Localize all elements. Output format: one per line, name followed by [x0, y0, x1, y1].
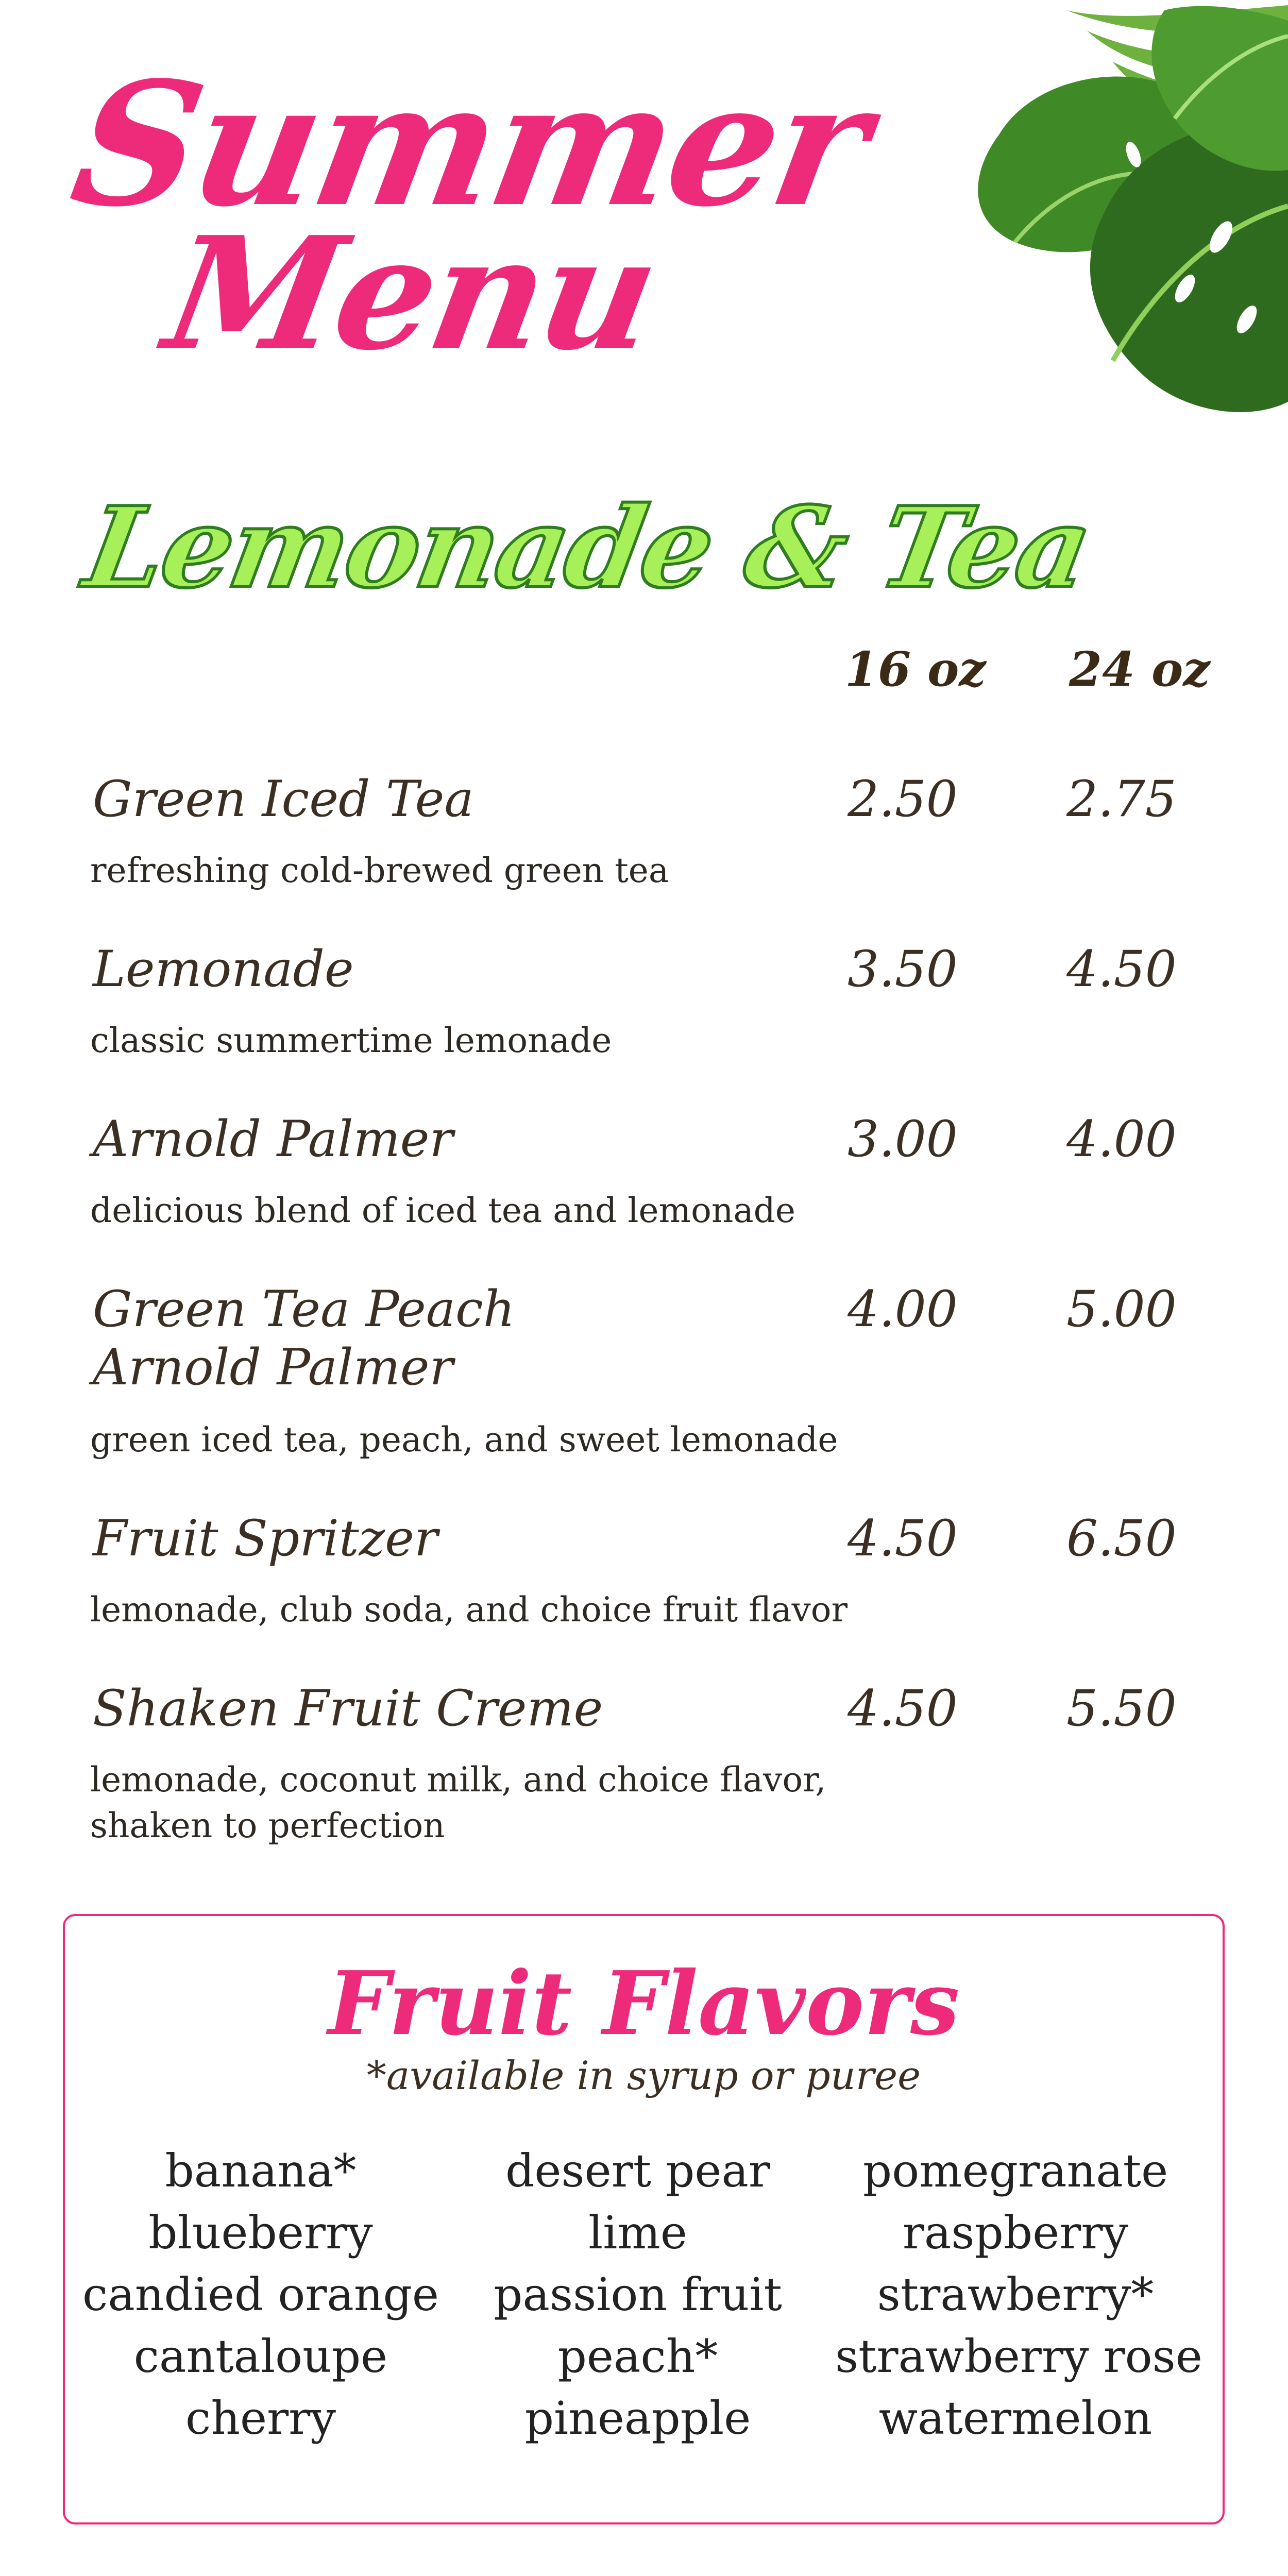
- flavor-item: passion fruit: [494, 2268, 782, 2321]
- flavor-item: desert pear: [505, 2144, 770, 2197]
- flavor-column: [80, 2140, 441, 2449]
- item-price-16oz: 4.50: [848, 1680, 958, 1737]
- item-price-16oz: 4.00: [848, 1280, 958, 1338]
- menu-title-menu: Menu: [154, 202, 668, 384]
- menu-title-summer: Summer: [59, 44, 880, 244]
- flavor-item: cherry: [185, 2392, 336, 2445]
- flavor-item: peach*: [557, 2330, 718, 2383]
- item-price-24oz: 6.50: [1066, 1510, 1177, 1567]
- item-price-16oz: 3.00: [848, 1110, 958, 1168]
- flavor-item: strawberry rose: [835, 2330, 1202, 2383]
- flavor-item: strawberry*: [877, 2268, 1154, 2321]
- flavor-column: [835, 2140, 1202, 2449]
- item-name: Green Tea Peach Arnold Palmer: [93, 1280, 515, 1397]
- item-price-24oz: 4.50: [1066, 940, 1177, 998]
- size-header-24oz: 24 oz: [1069, 641, 1210, 697]
- item-name: Shaken Fruit Creme: [93, 1680, 603, 1737]
- flavor-item: blueberry: [148, 2206, 373, 2259]
- item-name: Green Iced Tea: [93, 770, 474, 828]
- fruit-flavors-box: [63, 1914, 1225, 2524]
- item-name: Fruit Spritzer: [93, 1510, 438, 1567]
- flavor-item: watermelon: [878, 2392, 1153, 2445]
- size-header-16oz: 16 oz: [845, 641, 986, 697]
- item-price-16oz: 2.50: [848, 770, 958, 828]
- item-price-16oz: 4.50: [848, 1510, 958, 1567]
- flavor-item: pineapple: [524, 2392, 751, 2445]
- item-description: classic summertime lemonade: [90, 1021, 612, 1060]
- item-price-24oz: 5.50: [1066, 1680, 1177, 1737]
- flavor-item: cantaloupe: [133, 2330, 388, 2383]
- flavor-item: pomegranate: [862, 2144, 1168, 2197]
- item-description: refreshing cold-brewed green tea: [90, 851, 669, 890]
- item-price-16oz: 3.50: [848, 940, 958, 998]
- flavor-column: [457, 2140, 818, 2449]
- flavor-item: raspberry: [902, 2206, 1129, 2259]
- item-price-24oz: 4.00: [1066, 1110, 1177, 1168]
- item-description: lemonade, coconut milk, and choice flavor, shaken to perfection: [90, 1760, 826, 1846]
- monstera-palm-leaves-icon: [845, 0, 1288, 433]
- flavor-item: candied orange: [82, 2268, 439, 2321]
- fruit-flavors-note: *available in syrup or puree: [366, 2053, 921, 2098]
- item-description: lemonade, club soda, and choice fruit flavor: [90, 1590, 848, 1630]
- item-price-24oz: 5.00: [1066, 1280, 1177, 1338]
- item-description: green iced tea, peach, and sweet lemonade: [90, 1420, 838, 1460]
- item-description: delicious blend of iced tea and lemonade: [90, 1191, 795, 1230]
- section-title-lemonade-tea: Lemonade & Tea: [76, 482, 1099, 613]
- item-name: Arnold Palmer: [93, 1110, 453, 1168]
- flavor-item: lime: [588, 2206, 687, 2259]
- item-name: Lemonade: [93, 940, 354, 998]
- fruit-flavors-title: Fruit Flavors: [328, 1952, 960, 2055]
- flavor-item: banana*: [165, 2144, 357, 2197]
- item-price-24oz: 2.75: [1066, 770, 1177, 828]
